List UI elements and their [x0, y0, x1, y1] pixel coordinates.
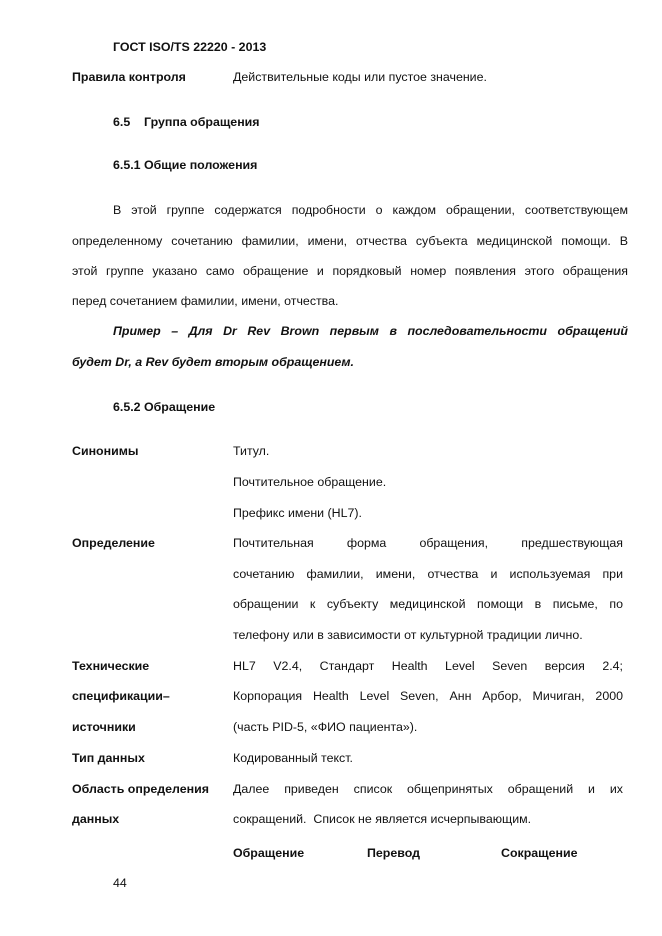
data-type-value: Кодированный текст. — [233, 751, 353, 765]
example-line-2: будет Dr, а Rev будет вторым обращением. — [72, 355, 354, 369]
page-number: 44 — [113, 876, 127, 890]
synonym-value: Префикс имени (HL7). — [233, 506, 362, 520]
validation-value: Действительные коды или пустое значение. — [233, 70, 487, 84]
synonym-value: Титул. — [233, 444, 270, 458]
definition-line: телефону или в зависимости от культурной традиции лично. — [233, 628, 583, 642]
example-line-1: Пример – Для Dr Rev Brown первым в последовательности обращений — [113, 324, 628, 338]
intro-line-3: этой группе указано само обращение и порядковый номер появления этого обращения — [72, 264, 628, 278]
document-header: ГОСТ ISO/TS 22220 - 2013 — [113, 40, 267, 54]
synonym-value: Почтительное обращение. — [233, 475, 387, 489]
intro-line-4: перед сочетанием фамилии, имени, отчества. — [72, 294, 339, 308]
synonyms-label: Синонимы — [72, 444, 139, 458]
intro-line-1: В этой группе содержатся подробности о каждом обращении, соответствующем — [113, 203, 628, 217]
definition-line: Почтительная форма обращения, предшествующая — [233, 536, 623, 550]
section-6-5-2-heading: 6.5.2 Обращение — [113, 400, 216, 414]
table-header-salutation: Обращение — [233, 846, 305, 860]
definition-label: Определение — [72, 536, 155, 550]
validation-label: Правила контроля — [72, 70, 186, 84]
domain-label-line: данных — [72, 812, 120, 826]
section-6-5-number: 6.5 — [113, 115, 131, 129]
data-type-label: Тип данных — [72, 751, 145, 765]
tech-specs-label-line: источники — [72, 720, 136, 734]
definition-line: сочетанию фамилии, имени, отчества и используемая при — [233, 567, 623, 581]
table-header-translation: Перевод — [367, 846, 420, 860]
definition-line: обращении к субъекту медицинской помощи в письме, по — [233, 597, 623, 611]
section-6-5-title: Группа обращения — [144, 115, 260, 129]
intro-line-2: определенному сочетанию фамилии, имени, отчества субъекта медицинской помощи. В — [72, 234, 628, 248]
tech-specs-line: (часть PID-5, «ФИО пациента»). — [233, 720, 418, 734]
tech-specs-line: HL7 V2.4, Стандарт Health Level Seven версия 2.4; — [233, 659, 623, 673]
section-6-5-heading — [113, 115, 260, 129]
domain-line: Далее приведен список общепринятых обращений и их — [233, 782, 623, 796]
tech-specs-label-line: спецификации– — [72, 689, 170, 703]
section-6-5-1-heading: 6.5.1 Общие положения — [113, 158, 258, 172]
tech-specs-label-line: Технические — [72, 659, 150, 673]
domain-label-line: Область определения — [72, 782, 209, 796]
table-header-abbreviation: Сокращение — [501, 846, 578, 860]
domain-line: сокращений. Список не является исчерпывающим. — [233, 812, 532, 826]
tech-specs-line: Корпорация Health Level Seven, Анн Арбор, Мичиган, 2000 — [233, 689, 623, 703]
